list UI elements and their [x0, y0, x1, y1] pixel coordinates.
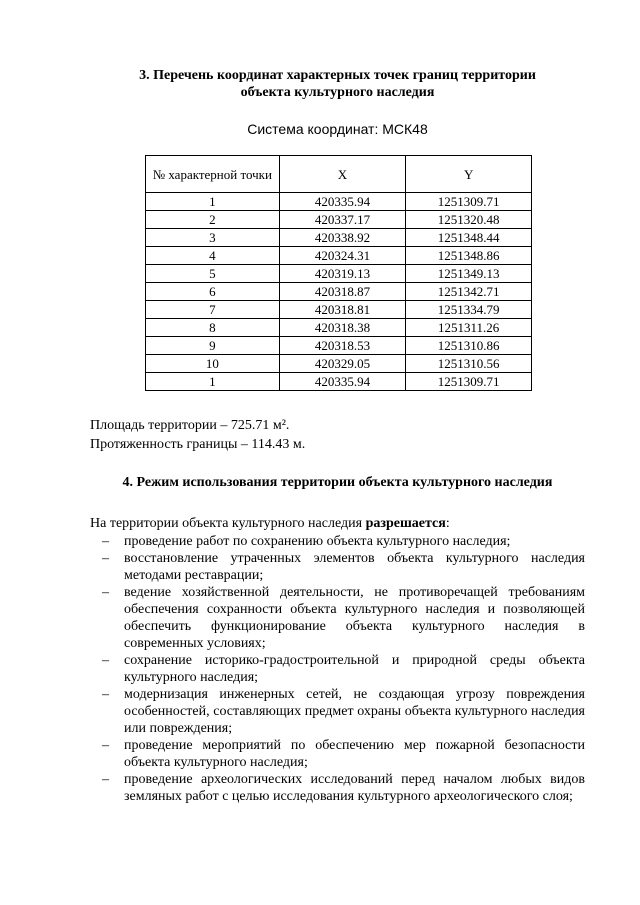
cell-y: 1251348.86: [406, 247, 532, 265]
section-3-title-line2: объекта культурного наследия: [240, 85, 435, 100]
list-dash: –: [102, 534, 109, 549]
territory-area: Площадь территории – 725.71 м².: [90, 418, 290, 433]
cell-x: 420337.17: [279, 211, 406, 229]
cell-point: 9: [146, 337, 280, 355]
table-row: [146, 211, 532, 229]
table-row: [146, 283, 532, 301]
cell-point: 2: [146, 211, 280, 229]
cell-y: 1251342.71: [406, 283, 532, 301]
cell-x: 420318.87: [279, 283, 406, 301]
cell-point: 4: [146, 247, 280, 265]
cell-x: 420335.94: [279, 193, 406, 211]
table-row: [146, 247, 532, 265]
list-item-text: проведение археологических исследований перед началом любых видов земляных работ с целью исследования культурного археологического слоя;: [124, 772, 585, 804]
cell-x: 420324.31: [279, 247, 406, 265]
cell-point: 7: [146, 301, 280, 319]
permissions-intro: [90, 515, 585, 532]
list-dash: –: [102, 551, 109, 566]
cell-y: 1251309.71: [406, 193, 532, 211]
list-item: [90, 737, 585, 771]
intro-suffix: :: [445, 516, 450, 531]
permitted-activities-list: [90, 533, 585, 805]
cell-point: 1: [146, 193, 280, 211]
list-item-text: модернизация инженерных сетей, не создающая угрозу повреждения особенностей, составляющих предмет охраны объекта культурного наследия или повреждения;: [124, 687, 585, 736]
list-item: [90, 550, 585, 584]
cell-y: 1251310.56: [406, 355, 532, 373]
list-item-text: ведение хозяйственной деятельности, не противоречащей требованиям обеспечения сохранности объекта культурного наследия и позволяющей обеспечить функционирование объекта культурного наследия в современных условиях;: [124, 585, 585, 651]
cell-x: 420329.05: [279, 355, 406, 373]
table-header-row: [146, 156, 532, 193]
cell-x: 420319.13: [279, 265, 406, 283]
coordinates-table: [145, 155, 532, 391]
list-dash: –: [102, 585, 109, 600]
cell-x: 420318.81: [279, 301, 406, 319]
list-dash: –: [102, 738, 109, 753]
cell-y: 1251349.13: [406, 265, 532, 283]
cell-point: 10: [146, 355, 280, 373]
table-row: [146, 337, 532, 355]
cell-y: 1251348.44: [406, 229, 532, 247]
list-dash: –: [102, 772, 109, 787]
list-item: [90, 771, 585, 805]
table-row: [146, 193, 532, 211]
list-item-text: сохранение историко-градостроительной и природной среды объекта культурного наследия;: [124, 653, 585, 685]
list-item-text: проведение работ по сохранению объекта культурного наследия;: [124, 534, 511, 549]
intro-prefix: На территории объекта культурного наследия: [90, 516, 366, 531]
territory-summary: [90, 416, 585, 454]
cell-y: 1251309.71: [406, 373, 532, 391]
coordinate-system-label: Система координат: МСК48: [247, 121, 428, 137]
cell-point: 5: [146, 265, 280, 283]
list-item-text: проведение мероприятий по обеспечению мер пожарной безопасности объекта культурного наследия;: [124, 738, 585, 770]
cell-y: 1251310.86: [406, 337, 532, 355]
cell-x: 420338.92: [279, 229, 406, 247]
list-item: [90, 686, 585, 737]
cell-y: 1251334.79: [406, 301, 532, 319]
table-row: [146, 265, 532, 283]
cell-y: 1251311.26: [406, 319, 532, 337]
cell-point: 6: [146, 283, 280, 301]
table-row: [146, 355, 532, 373]
list-item: [90, 652, 585, 686]
list-dash: –: [102, 687, 109, 702]
list-item: [90, 533, 585, 550]
cell-x: 420335.94: [279, 373, 406, 391]
header-point-number: № характерной точки: [146, 156, 280, 193]
header-y: Y: [406, 156, 532, 193]
cell-point: 8: [146, 319, 280, 337]
section-3-title-line1: 3. Перечень координат характерных точек границ территории: [139, 68, 536, 83]
header-x: X: [279, 156, 406, 193]
section-4-heading: 4. Режим использования территории объекта культурного наследия: [122, 475, 553, 490]
section-3-heading: [90, 67, 585, 101]
boundary-length: Протяженность границы – 114.43 м.: [90, 437, 306, 452]
cell-x: 420318.38: [279, 319, 406, 337]
intro-bold-word: разрешается: [365, 516, 446, 531]
list-item-text: восстановление утраченных элементов объекта культурного наследия методами реставрации;: [124, 551, 585, 583]
cell-x: 420318.53: [279, 337, 406, 355]
cell-point: 1: [146, 373, 280, 391]
list-dash: –: [102, 653, 109, 668]
table-row: [146, 301, 532, 319]
cell-point: 3: [146, 229, 280, 247]
cell-y: 1251320.48: [406, 211, 532, 229]
list-item: [90, 584, 585, 652]
table-row: [146, 319, 532, 337]
table-row: [146, 373, 532, 391]
table-row: [146, 229, 532, 247]
